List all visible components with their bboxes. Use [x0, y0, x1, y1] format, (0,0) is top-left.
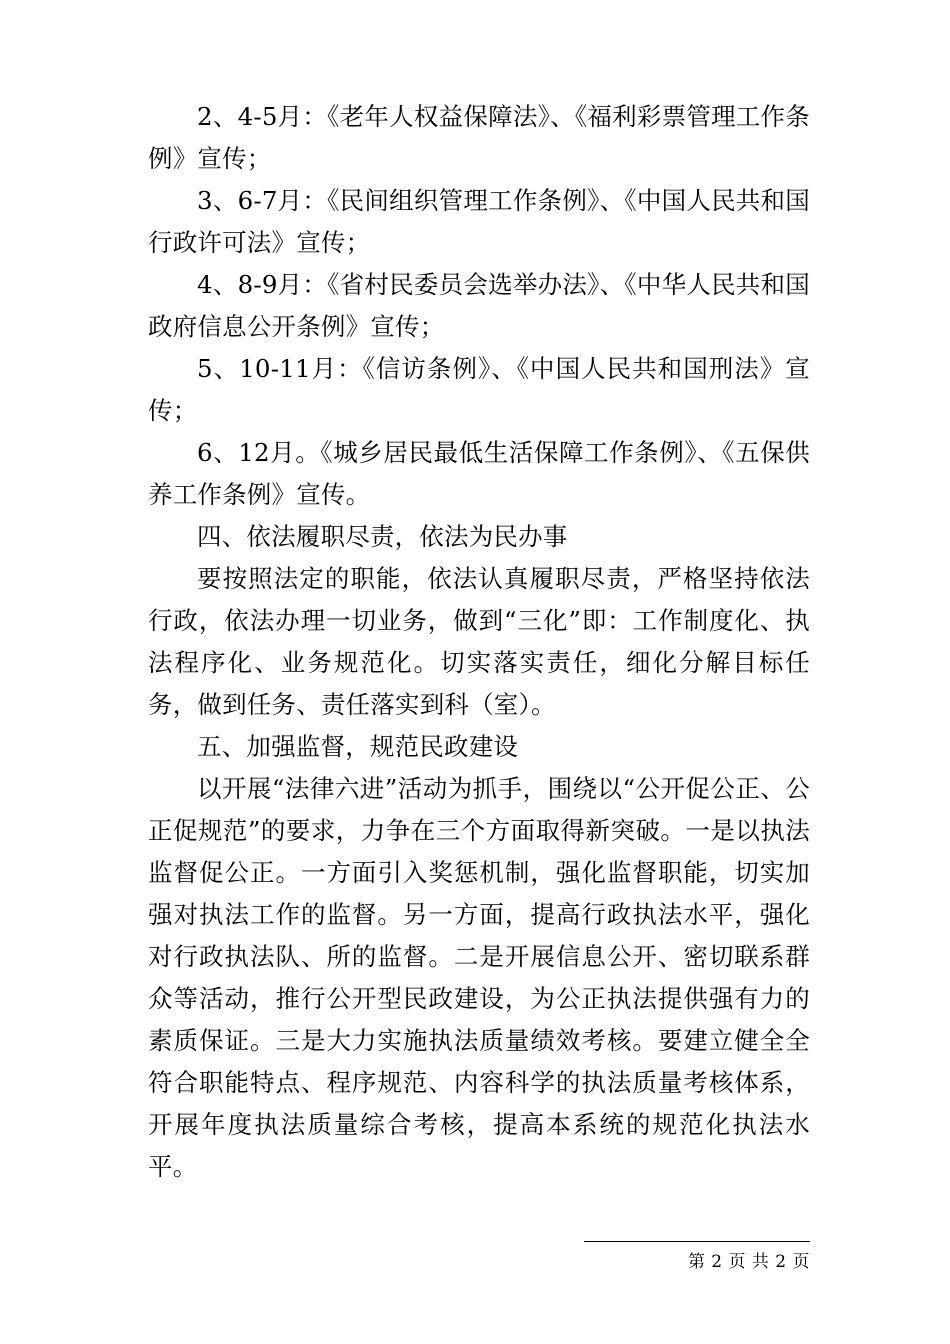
document-body — [148, 96, 810, 1188]
paragraph: 4、8-9月：《省村民委员会选举办法》、《中华人民共和国政府信息公开条例》宣传； — [148, 270, 810, 341]
section-heading: 四、依法履职尽责，依法为民办事 — [197, 522, 568, 551]
paragraph: 2、4-5月：《老年人权益保障法》、《福利彩票管理工作条例》宣传； — [148, 102, 810, 173]
paragraph: 以开展“法律六进”活动为抓手，围绕以“公开促公正、公正促规范”的要求，力争在三个方面取得新突破。一是以执法监督促公正。一方面引入奖惩机制，强化监督职能，切实加强对执法工作的监督。另一方面，提高行政执法水平，强化对行政执法队、所的监督。二是开展信息公开、密切联系群众等活动，推行公开型民政建设，为公正执法提供强有力的素质保证。三是大力实施执法质量绩效考核。要建立健全全符合职能特点、程序规范、内容科学的执法质量考核体系，开展年度执法质量综合考核，提高本系统的规范化执法水平。 — [148, 774, 810, 1181]
paragraph: 6、12月。《城乡居民最低生活保障工作条例》、《五保供养工作条例》宣传。 — [148, 438, 810, 509]
page-footer: 第 2 页 共 2 页 — [584, 1241, 810, 1272]
paragraph: 要按照法定的职能，依法认真履职尽责，严格坚持依法行政，依法办理一切业务，做到“三化”即：工作制度化、执法程序化、业务规范化。切实落实责任，细化分解目标任务，做到任务、责任落实到科（室）。 — [148, 564, 810, 719]
paragraph: 5、10-11月：《信访条例》、《中国人民共和国刑法》宣传； — [148, 354, 810, 425]
paragraph: 3、6-7月：《民间组织管理工作条例》、《中国人民共和国行政许可法》宣传； — [148, 186, 810, 257]
section-heading: 五、加强监督，规范民政建设 — [197, 732, 519, 761]
